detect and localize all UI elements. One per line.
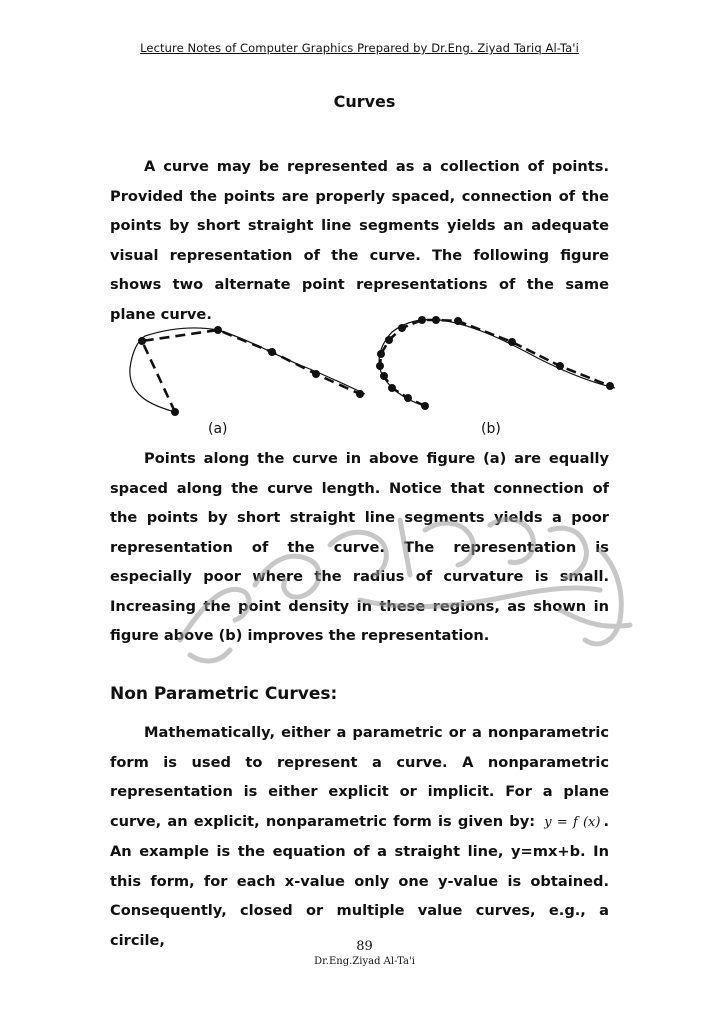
curve-b-point [454, 317, 462, 325]
curve-b-point [556, 362, 564, 370]
curve-a-smooth [130, 328, 365, 412]
figure-label-a: (a) [208, 421, 228, 437]
running-header: Lecture Notes of Computer Graphics Prepared by Dr.Eng. Ziyad Tariq Al-Ta'i [140, 41, 579, 55]
curve-b-point [385, 336, 393, 344]
curve-a-point [138, 337, 146, 345]
section-heading-nonparametric: Non Parametric Curves: [110, 684, 338, 704]
curve-a-point [312, 370, 320, 378]
curve-b-point [388, 384, 396, 392]
curve-b-point [380, 372, 388, 380]
paragraph-nonparametric-text-2: . An example is the equation of a straight line, y=mx+b. In this form, for each x-value only one y-value is obtained. Consequently, closed or multiple value curves, e.g., a circile, [110, 812, 609, 949]
curve-b-point [418, 316, 426, 324]
equation-explicit-form: y = f (x) [544, 814, 601, 830]
footer-author: Dr.Eng.Ziyad Al-Ta'i [314, 956, 415, 967]
curve-a-point [356, 390, 364, 398]
page-number: 89 [356, 939, 373, 954]
paragraph-nonparametric [110, 718, 609, 955]
curve-b-point [404, 394, 412, 402]
curve-b-point [421, 402, 429, 410]
curve-b-point [606, 382, 614, 390]
curve-figure [0, 300, 719, 450]
paragraph-intro: A curve may be represented as a collection of points. Provided the points are properly spaced, connection of the points by short straight line segments yields an adequate visual representation of the curve. The following figure shows two alternate point representations of the same plane curve. [110, 158, 609, 323]
curve-b-point [432, 316, 440, 324]
curve-a-point [268, 348, 276, 356]
page-title: Curves [333, 92, 396, 111]
paragraph-nonparametric-text-1: Mathematically, either a parametric or a nonparametric form is used to represent a curve. A nonparametric representation is either explicit or implicit. For a plane curve, an explicit, nonparametric form is given by: [110, 724, 609, 830]
paragraph-curve-spacing: Points along the curve in above figure (a) are equally spaced along the curve length. Notice that connection of the points by short straight line segments yields a poor representation of the curve. The representation is especially poor where the radius of curvature is small. Increasing the point density in these regions, as shown in figure above (b) improves the representation. [110, 450, 609, 644]
figure-label-b: (b) [481, 421, 501, 437]
curve-a-point [171, 408, 179, 416]
curve-b-point [377, 350, 385, 358]
curve-b-polyline [380, 320, 610, 406]
curve-b-point [398, 324, 406, 332]
curve-b-points [376, 316, 614, 410]
curve-b-point [508, 338, 516, 346]
curve-b-point [376, 362, 384, 370]
curve-a-point [214, 326, 222, 334]
curve-b-smooth [379, 320, 615, 407]
